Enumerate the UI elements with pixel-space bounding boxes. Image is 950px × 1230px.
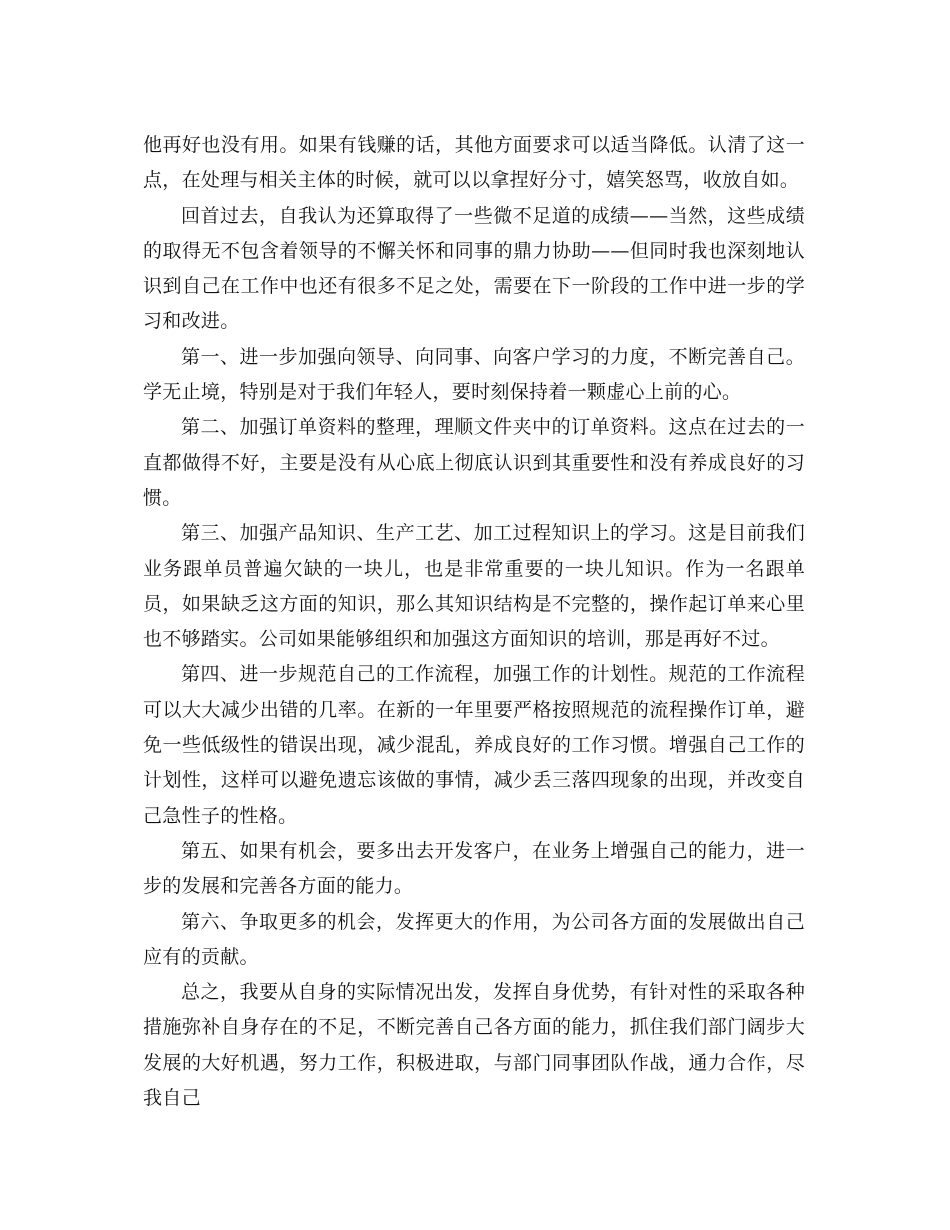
paragraph-point-2: 第二、加强订单资料的整理，理顺文件夹中的订单资料。这点在过去的一直都做得不好，主要是没有从心底上彻底认识到其重要性和没有养成良好的习惯。 — [143, 416, 805, 509]
paragraph-point-6: 第六、争取更多的机会，发挥更大的作用，为公司各方面的发展做出自己应有的贡献。 — [143, 910, 805, 968]
paragraph-review: 回首过去，自我认为还算取得了一些微不足道的成绩——当然，这些成绩的取得无不包含着领导的不懈关怀和同事的鼎力协助——但同时我也深刻地认识到自己在工作中也还有很多不足之处，需要在下一阶段的工作中进一步的学习和改进。 — [143, 204, 805, 333]
paragraph-point-4: 第四、进一步规范自己的工作流程，加强工作的计划性。规范的工作流程可以大大减少出错的几率。在新的一年里要严格按照规范的流程操作订单，避免一些低级性的错误出现，减少混乱，养成良好的工作习惯。增强自己工作的计划性，这样可以避免遗忘该做的事情，减少丢三落四现象的出现，并改变自己急性子的性格。 — [143, 663, 805, 827]
paragraph-conclusion: 总之，我要从自身的实际情况出发，发挥自身优势，有针对性的采取各种措施弥补自身存在的不足，不断完善自己各方面的能力，抓住我们部门阔步大发展的大好机遇，努力工作，积极进取，与部门同事团队作战，通力合作，尽我自己 — [143, 981, 805, 1110]
paragraph-continuation: 他再好也没有用。如果有钱赚的话，其他方面要求可以适当降低。认清了这一点，在处理与相关主体的时候，就可以以拿捏好分寸，嬉笑怒骂，收放自如。 — [143, 134, 805, 192]
document-body — [143, 128, 805, 1116]
paragraph-point-1: 第一、进一步加强向领导、向同事、向客户学习的力度，不断完善自己。学无止境，特别是对于我们年轻人，要时刻保持着一颗虚心上前的心。 — [143, 345, 805, 404]
paragraph-point-5: 第五、如果有机会，要多出去开发客户，在业务上增强自己的能力，进一步的发展和完善各方面的能力。 — [143, 839, 805, 898]
paragraph-point-3: 第三、加强产品知识、生产工艺、加工过程知识上的学习。这是目前我们业务跟单员普遍欠缺的一块儿，也是非常重要的一块儿知识。作为一名跟单员，如果缺乏这方面的知识，那么其知识结构是不完整的，操作起订单来心里也不够踏实。公司如果能够组织和加强这方面知识的培训，那是再好不过。 — [143, 522, 805, 651]
